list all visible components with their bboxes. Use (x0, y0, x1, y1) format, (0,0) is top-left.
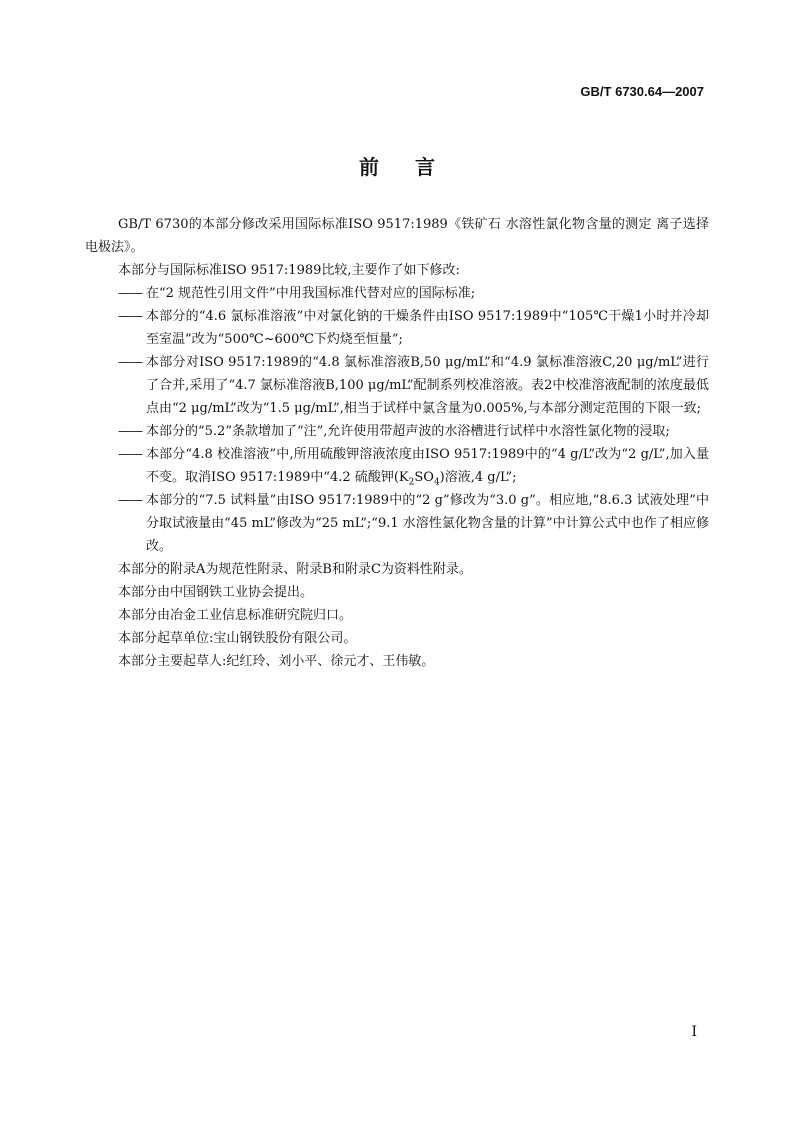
foreword-body (85, 213, 709, 673)
change-text: 本部分的“7.5 试料量”由ISO 9517:1989中的“2 g”修改为“3.0 g”。相应地,“8.6.3 试液处理”中分取试液量由“45 mL”修改为“25 mL”;“9.1 水溶性氯化物含量的计算”中计算公式中也作了相应修改。 (146, 493, 709, 554)
dash-marker: —— (118, 286, 142, 301)
change-text: 本部分的“4.6 氯标准溶液”中对氯化钠的干燥条件由ISO 9517:1989中“105℃干燥1小时并冷却至室温”改为“500℃~600℃下灼烧至恒量”; (146, 309, 709, 347)
dash-marker: —— (118, 309, 142, 324)
closing-paragraph: 本部分由中国钢铁工业协会提出。 (118, 585, 314, 600)
page-title: 前言 (359, 155, 471, 179)
dash-marker: —— (118, 447, 142, 462)
standard-code: GB/T 6730.64—2007 (580, 84, 704, 99)
change-item (85, 489, 709, 558)
change-text-part: )溶液,4 g/L”; (439, 470, 517, 485)
subscript: 2 (408, 477, 415, 488)
intro-paragraph: 本部分与国际标准ISO 9517:1989比较,主要作了如下修改: (118, 263, 460, 278)
change-item (85, 305, 709, 351)
closing-paragraph: 本部分起草单位:宝山钢铁股份有限公司。 (118, 631, 357, 646)
change-text (146, 447, 709, 488)
dash-marker: —— (118, 424, 142, 439)
dash-marker: —— (118, 355, 142, 370)
closing-paragraph: 本部分主要起草人:纪红玲、刘小平、徐元才、王伟敏。 (118, 654, 435, 669)
change-item (85, 443, 709, 489)
page-number: I (691, 1024, 697, 1040)
change-text: 本部分对ISO 9517:1989的“4.8 氯标准溶液B,50 μg/mL”和“4.9 氯标准溶液C,20 μg/mL”进行了合并,采用了“4.7 氯标准溶液B,100 μg/mL”配制系列校准溶液。表2中校准溶液配制的浓度最低点由“2 μg/mL”改为“1.5 μg/mL”,相当于试样中氯含量为0.005%,与本部分测定范围的下限一致; (146, 355, 709, 416)
dash-marker: —— (118, 493, 142, 508)
closing-paragraph: 本部分由冶金工业信息标准研究院归口。 (118, 608, 353, 623)
change-item (85, 282, 709, 305)
change-text-part: SO (414, 470, 434, 485)
change-text-part: 本部分“4.8 校准溶液”中,所用硫酸钾溶液浓度由ISO 9517:1989中的“4 g/L”改为“2 g/L”,加入量不变。取消ISO 9517:1989中“4.2 硫酸钾(K (146, 447, 709, 485)
subscript: 4 (433, 477, 440, 488)
intro-paragraph: GB/T 6730的本部分修改采用国际标准ISO 9517:1989《铁矿石 水溶性氯化物含量的测定 离子选择电极法》。 (85, 217, 709, 255)
change-item (85, 351, 709, 420)
change-item (85, 420, 709, 443)
change-text: 在“2 规范性引用文件”中用我国标准代替对应的国际标准; (146, 286, 476, 301)
closing-paragraph: 本部分的附录A为规范性附录、附录B和附录C为资料性附录。 (118, 562, 472, 577)
change-text: 本部分的“5.2”条款增加了“注”,允许使用带超声波的水浴槽进行试样中水溶性氯化物的浸取; (146, 424, 670, 439)
